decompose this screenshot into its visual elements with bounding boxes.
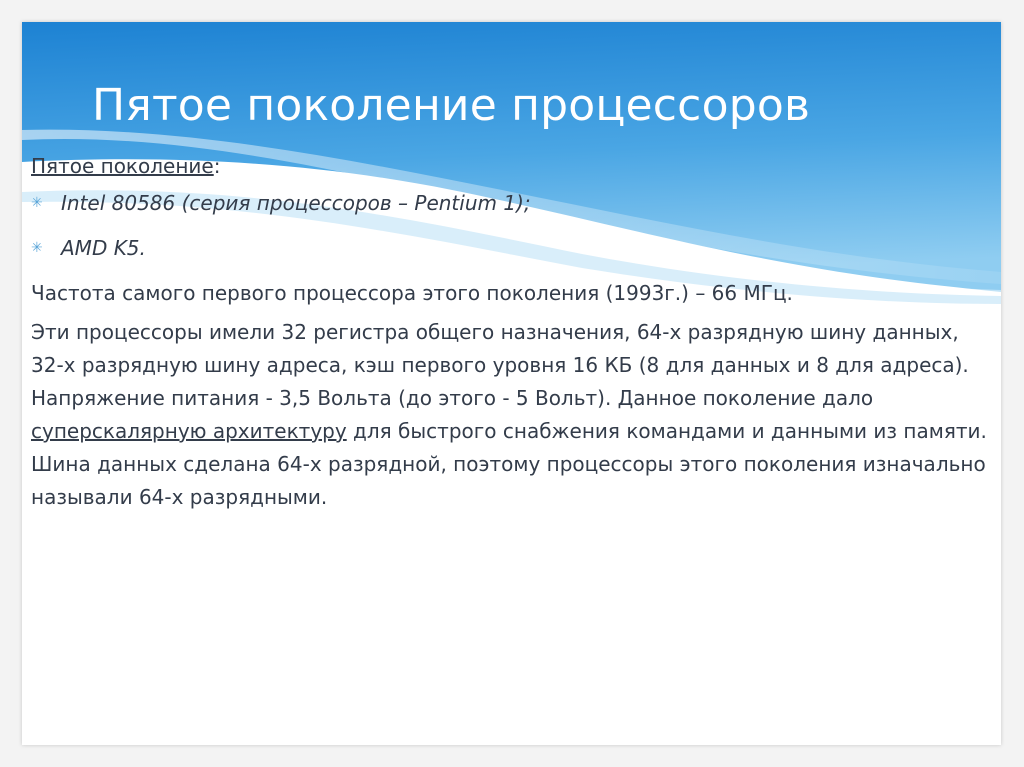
generation-heading-colon: : — [213, 154, 221, 178]
bullet-text-intel: Intel 80586 (серия процессоров – Pentium 1); — [61, 191, 531, 215]
bullet-item-intel — [31, 187, 991, 220]
slide — [22, 22, 1001, 745]
description-text-start: Эти процессоры имели 32 регистра общего назначения, 64-х разрядную шину данных, 32-х разрядную шину адреса, кэш первого уровня 16 КБ (8 для данных и 8 для адреса). Напряжение питания - 3,5 Вольта (до этого - 5 Вольт). Данное поколение дало — [31, 320, 969, 410]
bullet-text-amd: AMD K5. — [61, 236, 146, 260]
asterisk-bullet-icon: ✳ — [31, 240, 43, 256]
asterisk-bullet-icon: ✳ — [31, 195, 43, 211]
bullet-item-amd — [31, 232, 991, 265]
frequency-paragraph: Частота самого первого процессора этого поколения (1993г.) – 66 МГц. — [31, 281, 793, 305]
generation-heading-label: Пятое поколение — [31, 154, 214, 178]
description-text-end: для быстрого снабжения командами и данными из памяти. Шина данных сделана 64-х разрядной, поэтому процессоры этого поколения изначально называли 64-х разрядными. — [31, 419, 987, 509]
slide-body — [31, 150, 991, 514]
description-paragraph — [31, 316, 991, 514]
superscalar-architecture-link[interactable]: суперскалярную архитектуру — [31, 419, 347, 443]
generation-heading — [31, 150, 991, 183]
slide-title: Пятое поколение процессоров — [92, 80, 811, 131]
